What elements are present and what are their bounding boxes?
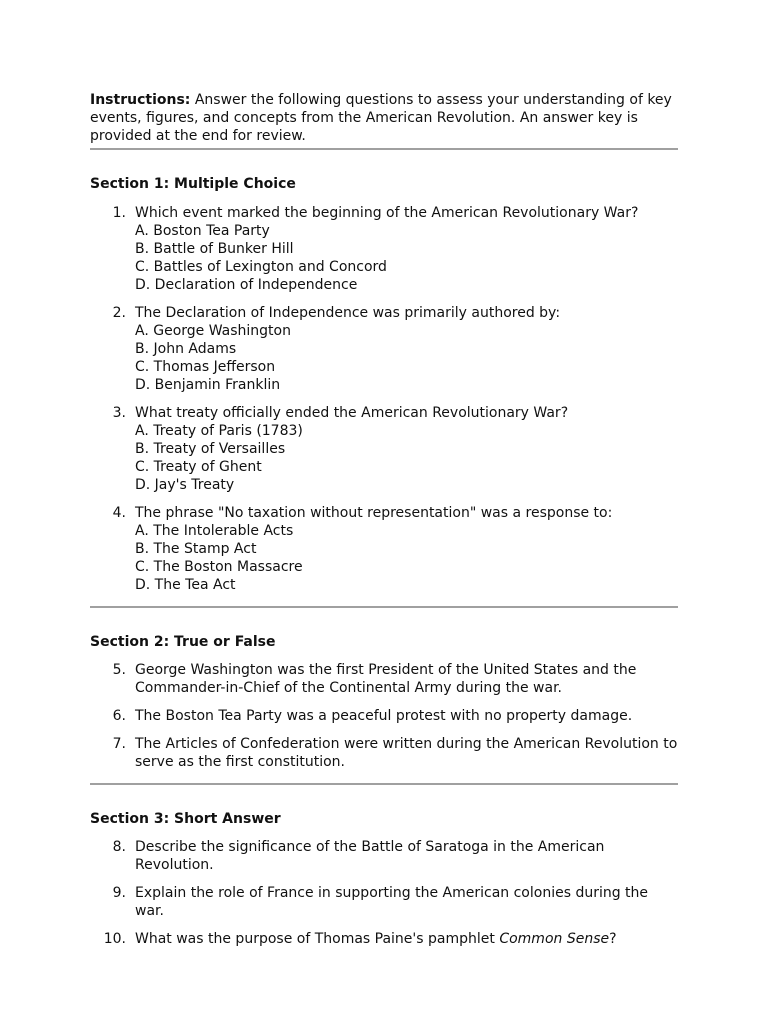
divider [90,606,678,608]
question-4 [90,504,678,594]
answer-option: B. Treaty of Versailles [135,441,286,457]
section-2-questions [90,661,678,771]
answer-option: D. Declaration of Independence [135,277,358,293]
question-text: Which event marked the beginning of the American Revolutionary War? [135,205,639,221]
question-8 [90,838,678,874]
question-number: 5. [112,662,126,678]
question-text: The Articles of Confederation were written during the American Revolution to serve as the first constitution. [135,736,678,770]
divider [90,783,678,785]
pamphlet-title: Common Sense [499,931,610,947]
question-text [135,930,678,948]
answer-option: A. The Intolerable Acts [135,523,294,539]
question-text: Explain the role of France in supporting the American colonies during the war. [135,885,649,919]
divider [90,148,678,150]
question-number: 1. [112,205,126,221]
question-number: 2. [112,305,126,321]
question-7 [90,735,678,771]
instructions [90,91,678,145]
section-3-questions [90,838,678,948]
section-2-title: Section 2: True or False [90,634,276,650]
answer-option: C. Treaty of Ghent [135,459,262,475]
answer-option: D. The Tea Act [135,577,236,593]
instructions-text: Answer the following questions to assess your understanding of key events, figures, and concepts from the American Revolution. An answer key is provided at the end for review. [90,92,672,144]
question-text-before: What was the purpose of Thomas Paine's pamphlet [135,931,500,947]
question-number: 10. [103,931,126,947]
section-1-questions [90,204,678,594]
answer-option: C. Battles of Lexington and Concord [135,259,387,275]
question-number: 4. [112,505,126,521]
question-text: George Washington was the first President of the United States and the Commander-in-Chief of the Continental Army during the war. [135,662,637,696]
answer-option: D. Benjamin Franklin [135,377,281,393]
answer-option: B. Battle of Bunker Hill [135,241,294,257]
section-3-title: Section 3: Short Answer [90,811,281,827]
question-3 [90,404,678,494]
answer-option: A. George Washington [135,323,291,339]
question-5 [90,661,678,697]
question-text: The Declaration of Independence was primarily authored by: [135,305,561,321]
question-number: 3. [112,405,126,421]
question-number: 7. [112,736,126,752]
answer-option: D. Jay's Treaty [135,477,235,493]
section-1-title: Section 1: Multiple Choice [90,176,296,192]
worksheet-content [90,91,678,948]
question-text: Describe the significance of the Battle of Saratoga in the American Revolution. [135,839,605,873]
answer-option: C. Thomas Jefferson [135,359,276,375]
answer-option: B. The Stamp Act [135,541,257,557]
question-1 [90,204,678,294]
answer-option: B. John Adams [135,341,237,357]
question-number: 8. [112,839,126,855]
question-text-after: ? [609,931,617,947]
question-number: 9. [112,885,126,901]
question-9 [90,884,678,920]
question-text: What treaty officially ended the American Revolutionary War? [135,405,569,421]
answer-option: C. The Boston Massacre [135,559,303,575]
answer-option: A. Treaty of Paris (1783) [135,423,303,439]
question-2 [90,304,678,394]
question-10 [90,930,678,948]
answer-option: A. Boston Tea Party [135,223,270,239]
question-6 [90,707,678,725]
question-text: The Boston Tea Party was a peaceful protest with no property damage. [135,708,633,724]
question-number: 6. [112,708,126,724]
question-text: The phrase "No taxation without representation" was a response to: [135,505,613,521]
instructions-label: Instructions: [90,92,191,108]
